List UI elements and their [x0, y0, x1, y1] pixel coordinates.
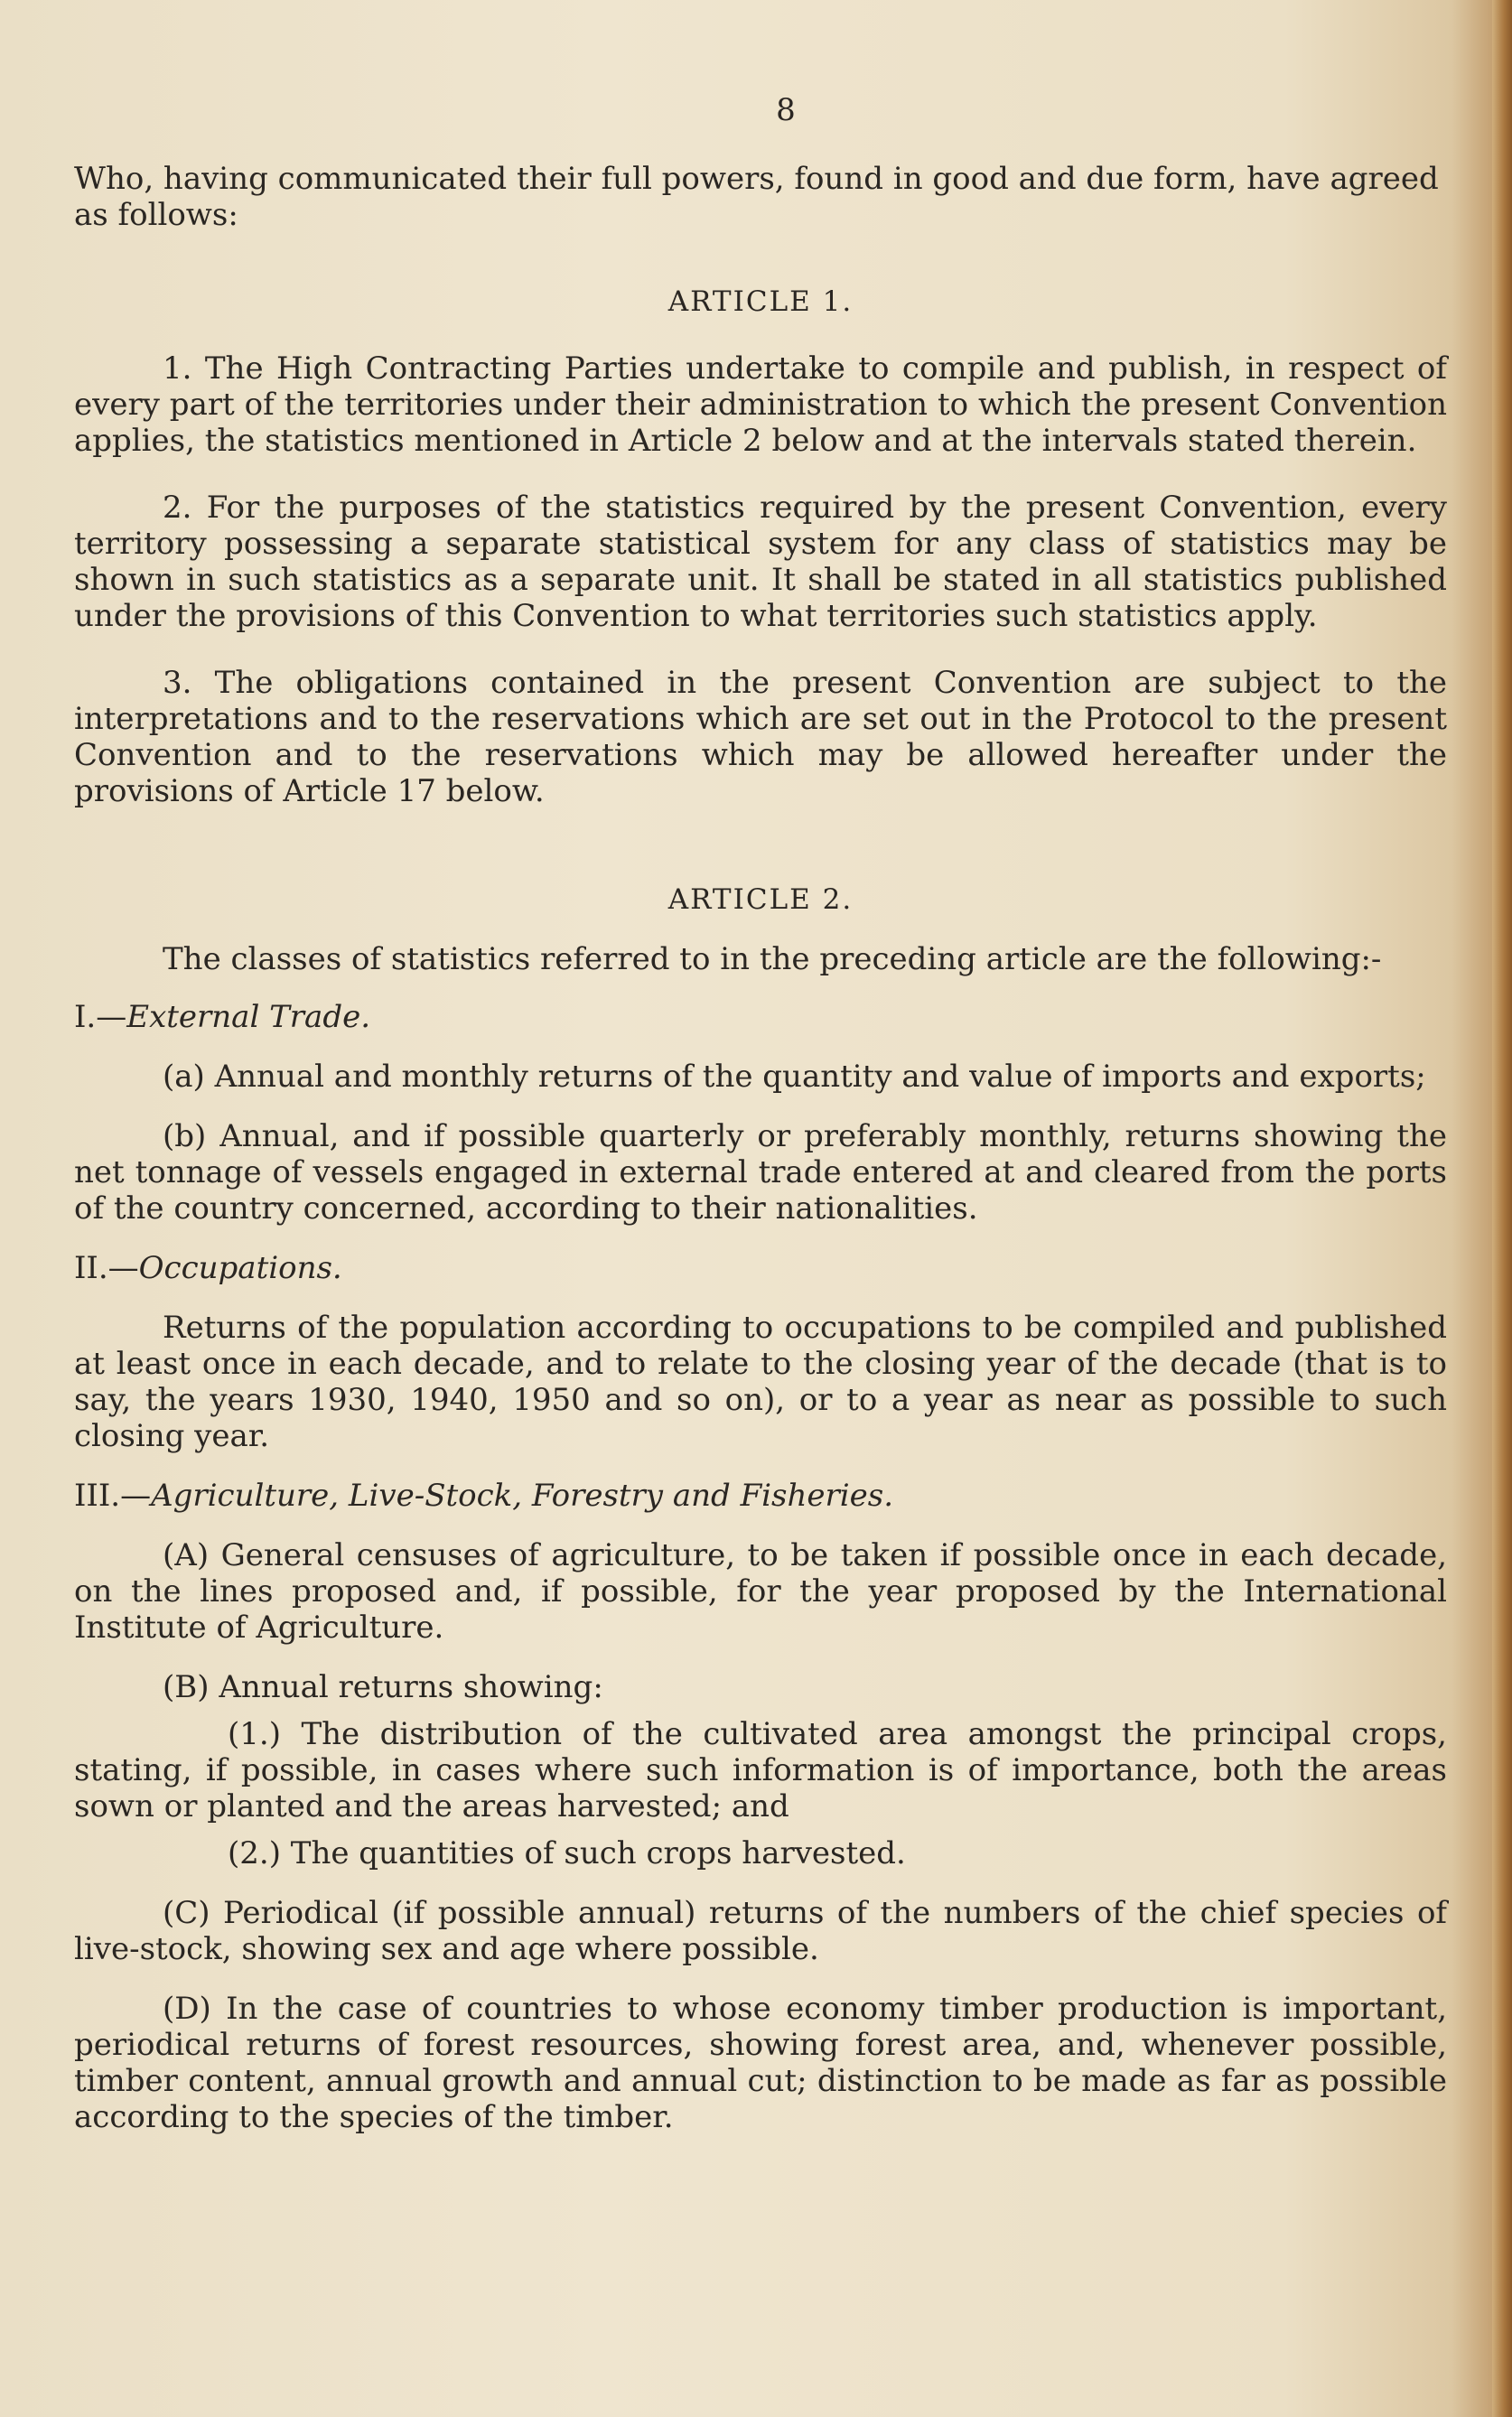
- article-1-heading: ARTICLE 1.: [667, 285, 854, 318]
- occupations-paragraph: Returns of the population according to occupations to be compiled and published at least once in each decade, and to relate to the closing year of the decade (that is to say, the years 1930, 1940, 1950 and so on), or to a year as near as possible to such closing year.: [74, 1310, 1447, 1454]
- article-2-intro: The classes of statistics referred to in the preceding article are the following:-: [163, 941, 1382, 977]
- agriculture-item-b: (B) Annual returns showing:: [163, 1669, 603, 1705]
- agriculture-item-a: (A) General censuses of agriculture, to be taken if possible once in each decade, on the lines proposed and, if possible, for the year proposed by the International Institute of Agriculture.: [74, 1537, 1447, 1646]
- agriculture-item-c: (C) Periodical (if possible annual) returns of the numbers of the chief species of live-stock, showing sex and age where possible.: [74, 1895, 1447, 1967]
- section-heading-agriculture: [74, 1478, 1447, 1514]
- body-text: [74, 161, 1447, 2135]
- section-title: Agriculture, Live-Stock, Forestry and Fisheries.: [151, 1478, 894, 1514]
- external-trade-item-a: (a) Annual and monthly returns of the quantity and value of imports and exports;: [163, 1059, 1426, 1095]
- agriculture-item-d: (D) In the case of countries to whose economy timber production is important, periodical returns of forest resources, showing forest area, and, whenever possible, timber content, annual growth and annual cut; distinction to be made as far as possible according to the species of the timber.: [74, 1991, 1447, 2135]
- agriculture-item-b-1: (1.) The distribution of the cultivated area amongst the principal crops, stating, if possible, in cases where such information is of importance, both the areas sown or planted and the areas harvested; and: [74, 1716, 1447, 1824]
- article-1-paragraph-2: 2. For the purposes of the statistics required by the present Convention, every territory possessing a separate statistical system for any class of statistics may be shown in such statistics as a separate unit. It shall be stated in all statistics published under the provisions of this Convention to what territories such statistics apply.: [74, 490, 1447, 634]
- section-heading-occupations: [74, 1250, 1447, 1286]
- external-trade-item-b: (b) Annual, and if possible quarterly or preferably monthly, returns showing the net tonnage of vessels engaged in external trade entered at and cleared from the ports of the country concerned, according to their nationalities.: [74, 1118, 1447, 1227]
- agriculture-item-b-2: (2.) The quantities of such crops harvested.: [228, 1835, 906, 1871]
- section-title: Occupations.: [138, 1250, 342, 1286]
- page-edge: [1492, 0, 1512, 2417]
- section-number: III.—: [74, 1478, 152, 1514]
- section-heading-external-trade: [74, 999, 1447, 1035]
- article-1-paragraph-1: 1. The High Contracting Parties undertake to compile and publish, in respect of every part of the territories under their administration to which the present Convention applies, the statistics mentioned in Article 2 below and at the intervals stated therein.: [74, 350, 1447, 459]
- page-number: 8: [776, 92, 796, 128]
- article-1-paragraph-3: 3. The obligations contained in the present Convention are subject to the interpretations and to the reservations which are set out in the Protocol to the present Convention and to the reservations which may be allowed hereafter under the provisions of Article 17 below.: [74, 665, 1447, 809]
- article-2-heading: ARTICLE 2.: [667, 883, 854, 916]
- opening-paragraph: Who, having communicated their full powers, found in good and due form, have agreed as follows:: [74, 161, 1439, 233]
- section-title: External Trade.: [126, 999, 371, 1035]
- section-number: II.—: [74, 1250, 139, 1286]
- section-number: I.—: [74, 999, 127, 1035]
